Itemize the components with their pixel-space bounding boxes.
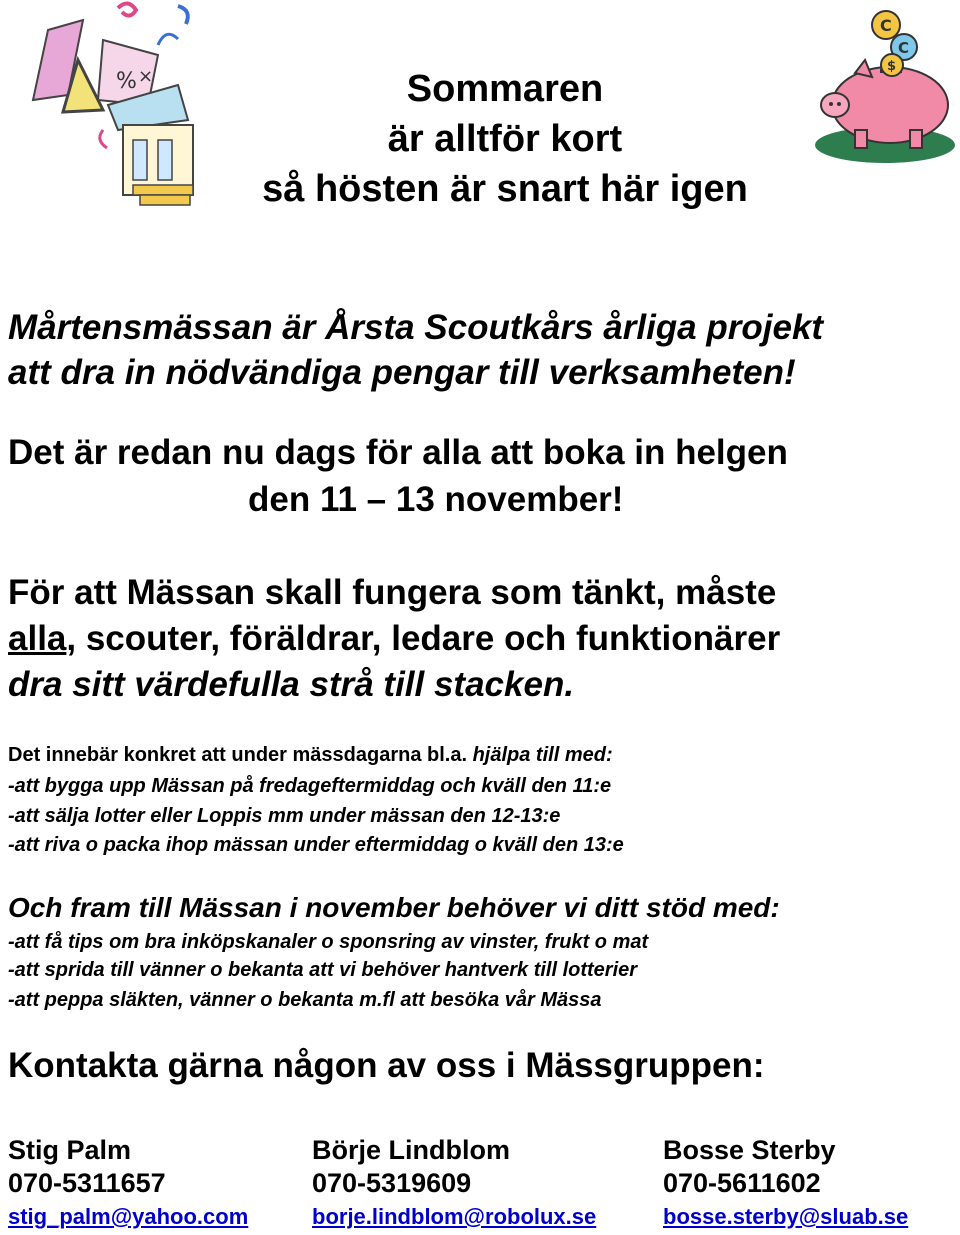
title-line-1: Sommaren [406,68,604,110]
during-item-2: -att sälja lotter eller Loppis mm under mässan den 12-13:e [8,805,561,827]
before-heading: Och fram till Mässan i november behöver vi ditt stöd med: [8,892,780,923]
contact-name: Börje Lindblom [312,1135,510,1165]
contact-email-link[interactable]: stig_palm@yahoo.com [8,1204,249,1229]
during-lead-italic: hjälpa till med: [472,744,613,766]
before-item-3: -att peppa släkten, vänner o bekanta m.fl att besöka vår Mässa [8,989,602,1011]
svg-text:C: C [898,39,910,57]
during-item-3: -att riva o packa ihop mässan under eftermiddag o kväll den 13:e [8,834,624,856]
during-lead [8,741,613,769]
contact-name: Bosse Sterby [663,1135,836,1165]
appeal-line-2-rest: , scouter, föräldrar, ledare och funktionärer [66,619,781,658]
contact-borje [312,1134,596,1233]
svg-text:%: % [116,69,137,94]
intro-line-1: Mårtensmässan är Årsta Scoutkårs årliga projekt [8,308,824,347]
during-lead-normal: Det innebär konkret att under mässdagarna bl.a. [8,744,473,766]
contact-name: Stig Palm [8,1135,132,1165]
during-item-1: -att bygga upp Mässan på fredageftermiddag och kväll den 11:e [8,775,612,797]
contact-bosse [663,1134,908,1233]
contact-phone: 070-5311657 [8,1168,166,1198]
svg-text:$: $ [887,59,897,74]
contact-heading: Kontakta gärna någon av oss i Mässgruppen: [8,1046,765,1085]
svg-text:×: × [138,66,154,87]
title-line-2: är alltför kort [387,118,623,160]
before-item-1: -att få tips om bra inköpskanaler o sponsring av vinster, frukt o mat [8,931,649,953]
contact-email-link[interactable]: bosse.sterby@sluab.se [663,1204,909,1229]
contact-email-link[interactable]: borje.lindblom@robolux.se [312,1204,597,1229]
intro-line-2: att dra in nödvändiga pengar till verksamheten! [8,353,796,392]
booking-line-1: Det är redan nu dags för alla att boka in helgen [8,433,788,472]
appeal-alla: alla [8,619,67,658]
appeal-line-3: dra sitt värdefulla strå till stacken. [8,665,575,704]
contact-phone: 070-5319609 [312,1168,472,1198]
appeal-line-2 [8,616,780,662]
title-line-3: så hösten är snart här igen [262,168,748,210]
appeal-line-1: För att Mässan skall fungera som tänkt, måste [8,573,777,612]
svg-text:C: C [880,16,892,35]
before-item-2: -att sprida till vänner o bekanta att vi behöver hantverk till lotterier [8,959,638,981]
contact-phone: 070-5611602 [663,1168,821,1198]
contact-stig [8,1134,248,1233]
booking-line-2: den 11 – 13 november! [248,480,624,519]
